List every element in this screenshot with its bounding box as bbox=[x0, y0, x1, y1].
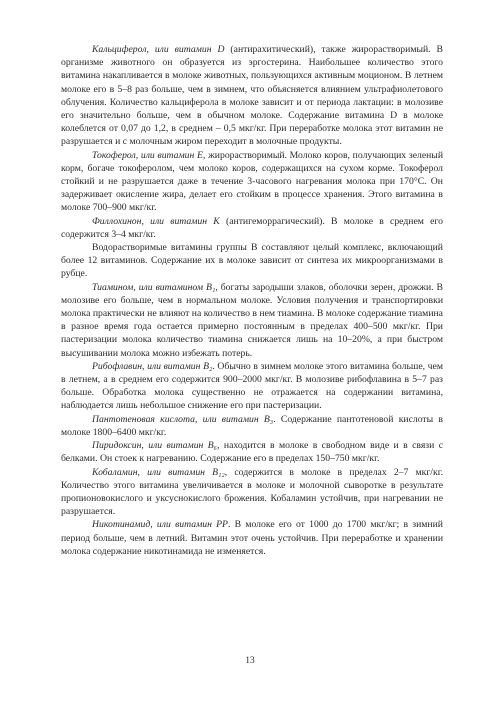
paragraph-tocopherol bbox=[61, 149, 443, 215]
paragraph-text: . Обычно в зимнем молоке этого витамина больше, чем в летнем, а в среднем его содержится 900–2000 мкг/кг. В молозиве рибофлавина в 5–7 раз больше. Обработка молока существенно не отражается на содержании витамина, наблюдается лишь небольшое снижение его при пастеризации. bbox=[61, 360, 443, 412]
vitamin-term: Филлохинон, или витамин К bbox=[92, 215, 220, 227]
vitamin-term: Пиридоксин, или витамин B₆ bbox=[92, 440, 218, 452]
paragraph-text: , богаты зародыши злаков, оболочки зерен, дрожжи. В молозиве его больше, чем в нормальном молоке. Условия получения и транспортировки молока практически не влияют на количество в нем тиамина. В молоке содержание тиамина в разное время года остается примерно постоянным в пределах 400–500 мкг/кг. При пастеризации молока количество тиамина снижается лишь на 10–20%, а при быстром высушивании молока можно избежать потерь. bbox=[61, 281, 443, 359]
paragraph-riboflavin bbox=[61, 360, 443, 413]
paragraph-phylloquinone bbox=[61, 215, 443, 241]
vitamin-term: Тиамином, или витамином B₁ bbox=[92, 281, 216, 293]
paragraph-nicotinamide bbox=[61, 518, 443, 558]
vitamin-term: Кальциферол, или витамин D bbox=[92, 44, 225, 55]
paragraph-pyridoxine bbox=[61, 439, 443, 465]
vitamin-term: Токоферол, или витамин E bbox=[92, 149, 203, 161]
paragraph-b-group bbox=[61, 241, 443, 281]
paragraph-thiamine bbox=[61, 281, 443, 360]
paragraph-calciferol bbox=[61, 43, 443, 149]
paragraph-text: . Содержание пантотеновой кислоты в молоке 1800–6400 мкг/кг. bbox=[61, 413, 443, 438]
paragraph-text: (антигеморрагический). В молоке в среднем его содержится 3–4 мкг/кг. bbox=[61, 215, 444, 240]
paragraph-text: , жирорастворимый. Молоко коров, получающих зеленый корм, богаче токоферолом, чем молоко коров, содержащихся на сухом корме. Токоферол стойкий и не разрушается даже в течение 3-часового нагревания молока при 170°С. Он задерживает окисление жира, делает его стойким в процессе хранения. Этого витамина в молоке 700–900 мкг/кг. bbox=[61, 149, 444, 214]
paragraph-pantothenic-acid bbox=[61, 413, 443, 439]
paragraph-text: , находится в молоке в свободном виде и в связи с белками. Он стоек к нагреванию. Содержание его в пределах 150–750 мкг/кг. bbox=[61, 440, 443, 465]
paragraph-text: Водорастворимые витамины группы В составляют целый комплекс, включающий более 12 витаминов. Содержание их в молоке зависит от синтеза их микроорганизмами в рубце. bbox=[61, 242, 443, 280]
vitamin-term: Кобаламин, или витамин B₁₂ bbox=[92, 466, 225, 478]
paragraph-cobalamin bbox=[61, 466, 443, 519]
paragraph-text: . В молоке его от 1000 до 1700 мкг/кг; в зимний период больше, чем в летний. Витамин этот очень устойчив. При переработке и хранении молока содержание никотинамида не изменяется. bbox=[61, 519, 443, 557]
page-body bbox=[61, 43, 443, 558]
vitamin-term: Рибофлавин, или витамин B₂ bbox=[92, 360, 213, 372]
paragraph-text: , содержится в молоке в пределах 2–7 мкг/кг. Количество этого витамина увеличивается в молоке и молочной сыворотке в результате пропионовокислого и уксуснокислого брожения. Кобаламин устойчив, при нагревании не разрушается. bbox=[61, 466, 444, 518]
paragraph-text: (антирахитический), также жирорастворимый. В организме животного он образуется из эргостерина. Наибольшее количество этого витамина накапливается в молоке животных, пользующихся активным моционом. В летнем молоке его в 5–8 раз больше, чем в зимнем, что объясняется влиянием ультрафиолетового облучения. Количество кальциферола в молоке зависит и от периода лактации: в молозиве его значительно больше, чем в обычном молоке. Содержание витамина D в молоке колеблется от 0,07 до 1,2, в среднем – 0,5 мкг/кг. При переработке молока этот витамин не разрушается и с молочным жиром переходит в молочные продукты. bbox=[61, 44, 443, 148]
vitamin-term: Пантотеновая кислота, или витамин B₃ bbox=[92, 413, 274, 425]
page-number: 13 bbox=[245, 656, 255, 666]
vitamin-term: Никотинамид, или витамин РР bbox=[92, 519, 228, 531]
